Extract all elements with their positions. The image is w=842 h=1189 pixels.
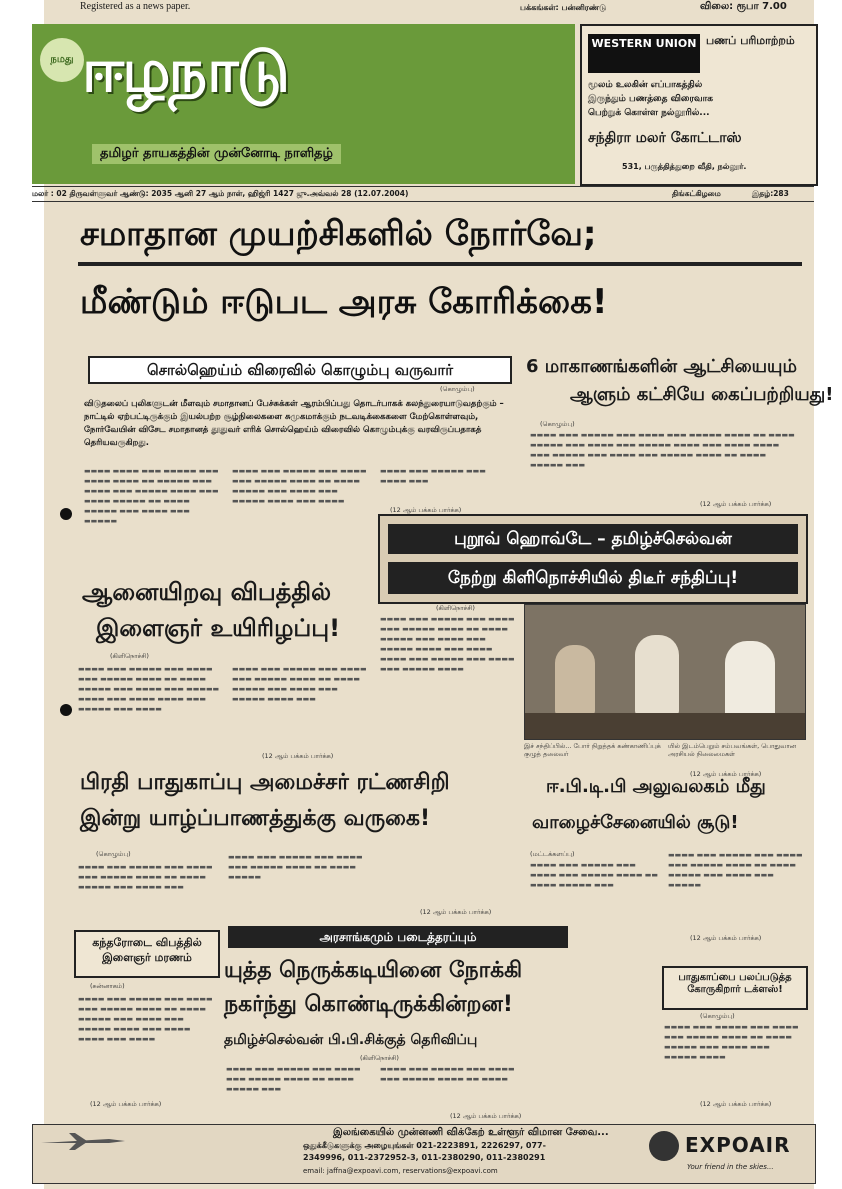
security-headline-1: பாதுகாப்பை பலப்படுத்த	[678, 972, 792, 983]
lead-headline-1: சமாதான முயற்சிகளில் நோர்வே;	[80, 214, 597, 254]
photo-caption-left: இச் சந்திப்பில்... போர் நிறுத்தக் கண்காணிப்புக் குழுத் தலைவர்	[524, 742, 661, 758]
meeting-photo	[524, 604, 806, 740]
photo-caption-right: யில் இடம்பெறும் சம்பவங்கள், பொதுவான அரசியல் நிலைமைகள்	[668, 742, 797, 758]
kanthar-headline-1: கந்தரோடை விபத்தில்	[92, 936, 202, 949]
meeting-place: (கிளிநொச்சி)	[436, 604, 475, 612]
meeting-ref: (12 ஆம் பக்கம் பார்க்க)	[690, 770, 762, 778]
dateline	[32, 186, 814, 202]
kanthar-place: (சுன்னாகம்)	[90, 982, 125, 990]
meeting-headline-1: புறூவ் ஹொவ்டே – தமிழ்ச்செல்வன்	[388, 524, 798, 554]
war-column-1: ▬▬▬▬ ▬▬▬ ▬▬▬▬▬ ▬▬▬ ▬▬▬▬ ▬▬▬ ▬▬▬▬▬ ▬▬▬▬ ▬▬ ▬▬▬▬ ▬▬▬▬▬ ▬▬▬	[226, 1065, 361, 1093]
provinces-ref: (12 ஆம் பக்கம் பார்க்க)	[700, 500, 772, 508]
page-count: பக்கங்கள்: பன்னிரண்டு	[520, 3, 607, 12]
western-union-ad	[580, 24, 818, 186]
accident-place: (கிளிநொச்சி)	[110, 652, 149, 660]
lead-column-1: ▬▬▬▬ ▬▬▬▬ ▬▬▬ ▬▬▬▬▬ ▬▬▬ ▬▬▬▬ ▬▬▬▬ ▬▬ ▬▬▬▬▬ ▬▬▬ ▬▬▬▬ ▬▬▬ ▬▬▬▬▬ ▬▬▬▬ ▬▬▬ ▬▬▬▬ ▬▬▬▬▬ ▬▬ ▬▬▬▬ ▬▬▬▬▬ ▬▬▬ ▬▬▬▬ ▬▬▬ ▬▬▬▬▬	[84, 467, 219, 525]
meeting-headline-box	[378, 514, 808, 604]
expoair-ad	[32, 1124, 816, 1184]
person-figure	[635, 635, 679, 715]
war-headline-2: நகர்ந்து கொண்டிருக்கின்றன!	[224, 992, 513, 1017]
war-column-2: ▬▬▬▬ ▬▬▬ ▬▬▬▬▬ ▬▬▬ ▬▬▬▬ ▬▬▬ ▬▬▬▬▬ ▬▬▬▬ ▬▬ ▬▬▬▬	[380, 1065, 515, 1083]
dateline-day: திங்கட்கிழமை	[672, 189, 721, 198]
lead-column-3: ▬▬▬▬ ▬▬▬ ▬▬▬▬▬ ▬▬▬ ▬▬▬▬ ▬▬▬	[380, 467, 486, 485]
paper-name: ஈழநாடு	[82, 36, 288, 106]
price: விலை: ரூபா 7.00	[700, 1, 787, 12]
western-union-logo: WESTERN UNION	[588, 34, 700, 73]
registration-note: Registered as a news paper.	[80, 1, 191, 12]
binder-hole	[60, 508, 72, 520]
person-figure	[555, 645, 595, 715]
epdp-column-2: ▬▬▬▬ ▬▬▬ ▬▬▬▬▬ ▬▬▬ ▬▬▬▬ ▬▬▬ ▬▬▬▬▬ ▬▬▬▬ ▬▬ ▬▬▬▬ ▬▬▬▬▬ ▬▬▬ ▬▬▬▬ ▬▬▬ ▬▬▬▬▬	[668, 851, 803, 889]
lead-ref: (12 ஆம் பக்கம் பார்க்க)	[390, 506, 462, 514]
war-headline-1: யுத்த நெருக்கடியினை நோக்கி	[224, 958, 523, 983]
epdp-column-1: ▬▬▬▬ ▬▬▬ ▬▬▬▬▬ ▬▬▬ ▬▬▬▬ ▬▬▬ ▬▬▬▬▬ ▬▬▬▬ ▬▬ ▬▬▬▬ ▬▬▬▬▬ ▬▬▬	[530, 861, 658, 889]
ad-bottom-line-4: email: jaffna@expoavi.com, reservations@expoavi.com	[303, 1167, 498, 1175]
ad-agent: சந்திரா மலர் கோட்டாஸ்	[588, 130, 742, 146]
epdp-ref: (12 ஆம் பக்கம் பார்க்க)	[690, 934, 762, 942]
lead-headline-2: மீண்டும் ஈடுபட அரசு கோரிக்கை!	[80, 282, 608, 322]
ad-line-1: மூலம் உலகின் எப்பாகத்தில்	[588, 80, 703, 90]
minister-column-2: ▬▬▬▬ ▬▬▬ ▬▬▬▬▬ ▬▬▬ ▬▬▬▬ ▬▬▬ ▬▬▬▬▬ ▬▬▬▬ ▬▬ ▬▬▬▬ ▬▬▬▬▬	[228, 853, 363, 881]
dateline-text: மலர் : 02 திருவள்ளுவர் ஆண்டு: 2035 ஆனி 27 ஆம் நாள், ஹிஜ்ரி 1427 ஜு.அவ்வல் 28 (12.07.2004)	[32, 189, 409, 198]
accident-headline-2: இளைஞர் உயிரிழப்பு!	[96, 614, 341, 642]
issue-number: இதழ்:283	[752, 189, 789, 198]
provinces-headline-1: 6 மாகாணங்களின் ஆட்சியையும்	[526, 356, 797, 377]
ad-line-3: பெற்றுக் கொள்ள நல்லூரில்...	[588, 108, 710, 118]
lead-place: (கொழும்பு)	[440, 385, 475, 393]
provinces-headline-2: ஆளும் கட்சியே கைப்பற்றியது!	[570, 384, 834, 405]
lead-subhead: சொல்ஹெய்ம் விரைவில் கொழும்பு வருவார்	[88, 356, 512, 384]
kanthar-ref: (12 ஆம் பக்கம் பார்க்க)	[90, 1100, 162, 1108]
minister-headline-2: இன்று யாழ்ப்பாணத்துக்கு வருகை!	[80, 806, 431, 831]
tagline: தமிழர் தாயகத்தின் முன்னோடி நாளிதழ்	[92, 144, 341, 164]
kanthar-headline-2: இளைஞர் மரணம்	[102, 951, 192, 964]
minister-place: (கொழும்பு)	[96, 850, 131, 858]
accident-ref: (12 ஆம் பக்கம் பார்க்க)	[262, 752, 334, 760]
epdp-headline-1: ஈ.பி.டி.பி அலுவலகம் மீது	[546, 776, 766, 797]
expoair-brand: EXPOAIR	[685, 1133, 791, 1157]
security-place: (கொழும்பு)	[700, 1012, 735, 1020]
kanthar-box	[74, 930, 220, 978]
epdp-headline-2: வாழைச்சேனையில் சூடு!	[532, 812, 739, 833]
ad-bottom-line-2: ஒதுக்கீடுகளுக்கு அழையுங்கள் 021-2223891, 2226297, 077-	[303, 1141, 546, 1150]
accident-headline-1: ஆனையிறவு விபத்தில்	[82, 578, 332, 606]
ad-bottom-line-3: 2349996, 011-2372952-3, 011-2380290, 011-2380291	[303, 1153, 546, 1162]
ad-line-2: இருந்தும் பணத்தை விரைவாக	[588, 94, 714, 104]
war-subhead: தமிழ்ச்செல்வன் பி.பி.சிக்குத் தெரிவிப்பு	[224, 1032, 478, 1048]
security-box	[662, 966, 808, 1010]
provinces-body: ▬▬▬▬ ▬▬▬ ▬▬▬▬▬ ▬▬▬ ▬▬▬▬ ▬▬▬ ▬▬▬▬▬ ▬▬▬▬ ▬▬ ▬▬▬▬ ▬▬▬▬▬ ▬▬▬ ▬▬▬▬ ▬▬▬ ▬▬▬▬▬ ▬▬▬▬ ▬▬▬ ▬▬▬▬ ▬▬▬▬ ▬▬▬ ▬▬▬▬▬ ▬▬▬ ▬▬▬▬ ▬▬▬ ▬▬▬▬▬ ▬▬▬▬ ▬▬ ▬▬▬▬ ▬▬▬▬▬ ▬▬▬	[530, 431, 795, 469]
minister-headline-1: பிரதி பாதுகாப்பு அமைச்சர் ரட்ணசிறி	[80, 770, 450, 795]
meeting-headline-2: நேற்று கிளிநொச்சியில் திடீர் சந்திப்பு!	[388, 562, 798, 594]
security-body: ▬▬▬▬ ▬▬▬ ▬▬▬▬▬ ▬▬▬ ▬▬▬▬ ▬▬▬ ▬▬▬▬▬ ▬▬▬▬ ▬▬ ▬▬▬▬ ▬▬▬▬▬ ▬▬▬ ▬▬▬▬ ▬▬▬ ▬▬▬▬▬ ▬▬▬▬	[664, 1023, 799, 1061]
expoair-slogan: Your friend in the skies...	[687, 1163, 774, 1171]
ad-service: பணப் பரிமாற்றம்	[706, 34, 795, 47]
accident-column-1: ▬▬▬▬ ▬▬▬ ▬▬▬▬▬ ▬▬▬ ▬▬▬▬ ▬▬▬ ▬▬▬▬▬ ▬▬▬▬ ▬▬ ▬▬▬▬ ▬▬▬▬▬ ▬▬▬ ▬▬▬▬ ▬▬▬ ▬▬▬▬▬ ▬▬▬▬ ▬▬▬ ▬▬▬▬ ▬▬▬▬ ▬▬▬ ▬▬▬▬▬ ▬▬▬ ▬▬▬▬	[78, 665, 220, 713]
airplane-icon	[39, 1131, 129, 1151]
masthead	[32, 24, 575, 184]
war-kicker: அரசாங்கமும் படைத்தரப்பும்	[228, 926, 568, 948]
minister-column-1: ▬▬▬▬ ▬▬▬ ▬▬▬▬▬ ▬▬▬ ▬▬▬▬ ▬▬▬ ▬▬▬▬▬ ▬▬▬▬ ▬▬ ▬▬▬▬ ▬▬▬▬▬ ▬▬▬ ▬▬▬▬ ▬▬▬	[78, 863, 213, 891]
accident-column-2: ▬▬▬▬ ▬▬▬ ▬▬▬▬▬ ▬▬▬ ▬▬▬▬ ▬▬▬ ▬▬▬▬▬ ▬▬▬▬ ▬▬ ▬▬▬▬ ▬▬▬▬▬ ▬▬▬ ▬▬▬▬ ▬▬▬ ▬▬▬▬▬ ▬▬▬▬ ▬▬▬	[232, 665, 367, 703]
war-ref: (12 ஆம் பக்கம் பார்க்க)	[450, 1112, 522, 1120]
expoair-logo-icon	[649, 1131, 679, 1161]
lead-intro: விடுதலைப் புலிகளுடன் மீளவும் சமாதானப் பேச்சுக்கள் ஆரம்பிப்பது தொடர்பாகக் கலந்துரையாடுவதற்கும் – நாட்டில் ஏற்பட்டிருக்கும் இயல்பற்ற சூழ்நிலைகளை சுமுகமாக்கும் நடவடிக்கைகளை மேற்கொள்ளவும், நோர்வேயின் விசேட சமாதானத் தூதுவர் எரிக் சொல்ஹெய்ம் விரைவில் கொழும்புக்கு வரவிருப்பதாகத் தெரியவருகிறது.	[84, 399, 504, 448]
binder-hole	[60, 704, 72, 716]
ad-bottom-line-1: இலங்கையில் முன்னணி விக்கேற் உள்ளூர் விமான சேவை...	[333, 1127, 609, 1138]
security-headline-2: கோருகிறார் டக்ளஸ்!	[687, 984, 783, 995]
lead-column-2: ▬▬▬▬ ▬▬▬ ▬▬▬▬▬ ▬▬▬ ▬▬▬▬ ▬▬▬ ▬▬▬▬▬ ▬▬▬▬ ▬▬ ▬▬▬▬ ▬▬▬▬▬ ▬▬▬ ▬▬▬▬ ▬▬▬ ▬▬▬▬▬ ▬▬▬▬ ▬▬▬ ▬▬▬▬	[232, 467, 367, 505]
namathu-badge: நமது	[40, 38, 84, 82]
person-figure	[725, 641, 775, 719]
lead-rule	[78, 262, 802, 266]
security-ref: (12 ஆம் பக்கம் பார்க்க)	[700, 1100, 772, 1108]
meeting-body: ▬▬▬▬ ▬▬▬ ▬▬▬▬▬ ▬▬▬ ▬▬▬▬ ▬▬▬ ▬▬▬▬▬ ▬▬▬▬ ▬▬ ▬▬▬▬ ▬▬▬▬▬ ▬▬▬ ▬▬▬▬ ▬▬▬ ▬▬▬▬▬ ▬▬▬▬ ▬▬▬ ▬▬▬▬ ▬▬▬▬ ▬▬▬ ▬▬▬▬▬ ▬▬▬ ▬▬▬▬ ▬▬▬ ▬▬▬▬▬ ▬▬▬▬	[380, 615, 515, 673]
kanthar-body: ▬▬▬▬ ▬▬▬ ▬▬▬▬▬ ▬▬▬ ▬▬▬▬ ▬▬▬ ▬▬▬▬▬ ▬▬▬▬ ▬▬ ▬▬▬▬ ▬▬▬▬▬ ▬▬▬ ▬▬▬▬ ▬▬▬ ▬▬▬▬▬ ▬▬▬▬ ▬▬▬ ▬▬▬▬ ▬▬▬▬ ▬▬▬ ▬▬▬▬	[78, 995, 213, 1043]
provinces-place: (கொழும்பு)	[540, 420, 575, 428]
epdp-place: (மட்டக்களப்பு)	[530, 850, 575, 858]
table-edge	[525, 713, 805, 739]
war-place: (கிளிநொச்சி)	[360, 1054, 399, 1062]
minister-ref: (12 ஆம் பக்கம் பார்க்க)	[420, 908, 492, 916]
ad-address: 531, பருத்தித்துறை வீதி, நல்லூர்.	[622, 162, 747, 171]
